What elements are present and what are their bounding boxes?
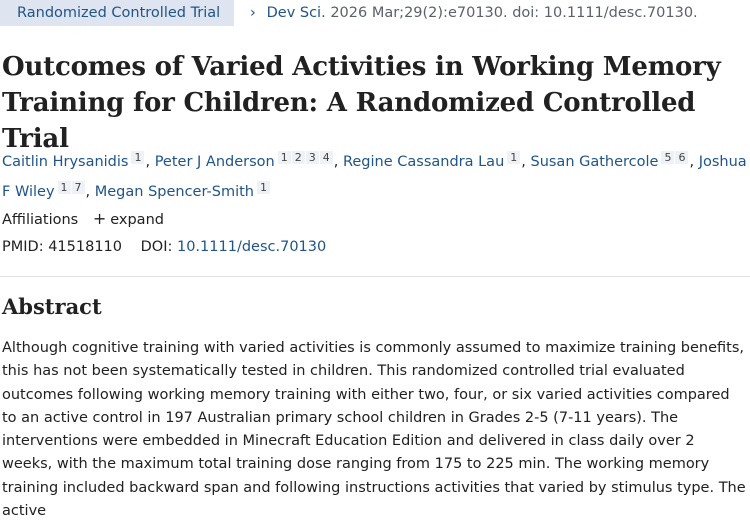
affiliation-number[interactable]: 4 <box>320 151 333 164</box>
affiliation-numbers <box>661 145 689 170</box>
affiliation-number[interactable]: 1 <box>257 181 270 194</box>
publication-type-badge[interactable]: Randomized Controlled Trial <box>0 0 234 26</box>
affiliation-number[interactable]: 5 <box>661 151 674 164</box>
affiliation-numbers <box>257 175 271 200</box>
doi-link[interactable]: 10.1111/desc.70130 <box>176 239 327 255</box>
abstract-text: Although cognitive training with varied activities is commonly assumed to maximize training benefits, this has not been systematically tested in children. This randomized controlled trial evaluated outcomes following working memory training with either two, four, or six varied activities compared to an active control in 197 Australian primary school children in Grades 2-5 (7-11 years). The interventions were embedded in Minecraft Education Edition and delivered in class daily over 2 weeks, with the maximum total training dose ranging from 175 to 225 min. The working memory training included backward span and following instructions activities that varied by stimulus type. The active <box>2 340 746 520</box>
author-link[interactable]: Megan Spencer-Smith <box>94 184 254 200</box>
journal-link[interactable]: Dev Sci. <box>266 5 326 21</box>
affiliations-expand-button[interactable] <box>92 209 164 228</box>
affiliation-numbers <box>507 145 521 170</box>
top-bar <box>0 0 750 26</box>
article-title: Outcomes of Varied Activities in Working Memory Training for Children: A Randomized Controlled Trial <box>2 52 721 154</box>
affiliation-number[interactable]: 1 <box>278 151 291 164</box>
identifiers-row <box>2 237 326 257</box>
affiliation-number[interactable]: 3 <box>306 151 319 164</box>
author-link[interactable]: Joshua F Wiley <box>2 154 747 200</box>
citation-details: 2026 Mar;29(2):e70130. doi: 10.1111/desc.70130. <box>330 5 698 21</box>
author-separator: , <box>333 154 343 170</box>
affiliation-number[interactable]: 1 <box>58 181 71 194</box>
affiliation-number[interactable]: 6 <box>675 151 688 164</box>
author-separator: , <box>689 154 699 170</box>
doi-label: DOI: <box>140 239 173 255</box>
plus-icon: + <box>92 209 107 228</box>
author-list <box>2 145 747 205</box>
affiliation-numbers <box>131 145 145 170</box>
abstract-heading: Abstract <box>2 294 102 319</box>
author-separator: , <box>85 184 95 200</box>
affiliation-numbers <box>278 145 334 170</box>
affiliations-row <box>2 209 164 230</box>
author-link[interactable]: Regine Cassandra Lau <box>342 154 505 170</box>
author-separator: , <box>145 154 155 170</box>
affiliation-number[interactable]: 1 <box>507 151 520 164</box>
expand-label: expand <box>110 212 164 228</box>
author-link[interactable]: Peter J Anderson <box>154 154 275 170</box>
chevron-right-icon[interactable]: › <box>250 5 256 21</box>
affiliation-number[interactable]: 1 <box>131 151 144 164</box>
affiliation-numbers <box>58 175 86 200</box>
author-link[interactable]: Susan Gathercole <box>530 154 659 170</box>
section-divider <box>0 276 750 277</box>
pmid-label: PMID: <box>2 239 44 255</box>
affiliation-number[interactable]: 7 <box>72 181 85 194</box>
author-separator: , <box>521 154 531 170</box>
author-link[interactable]: Caitlin Hrysanidis <box>2 154 129 170</box>
citation-line <box>250 0 698 26</box>
affiliation-number[interactable]: 2 <box>292 151 305 164</box>
affiliations-label: Affiliations <box>2 212 79 228</box>
pmid-value: 41518110 <box>48 239 123 255</box>
